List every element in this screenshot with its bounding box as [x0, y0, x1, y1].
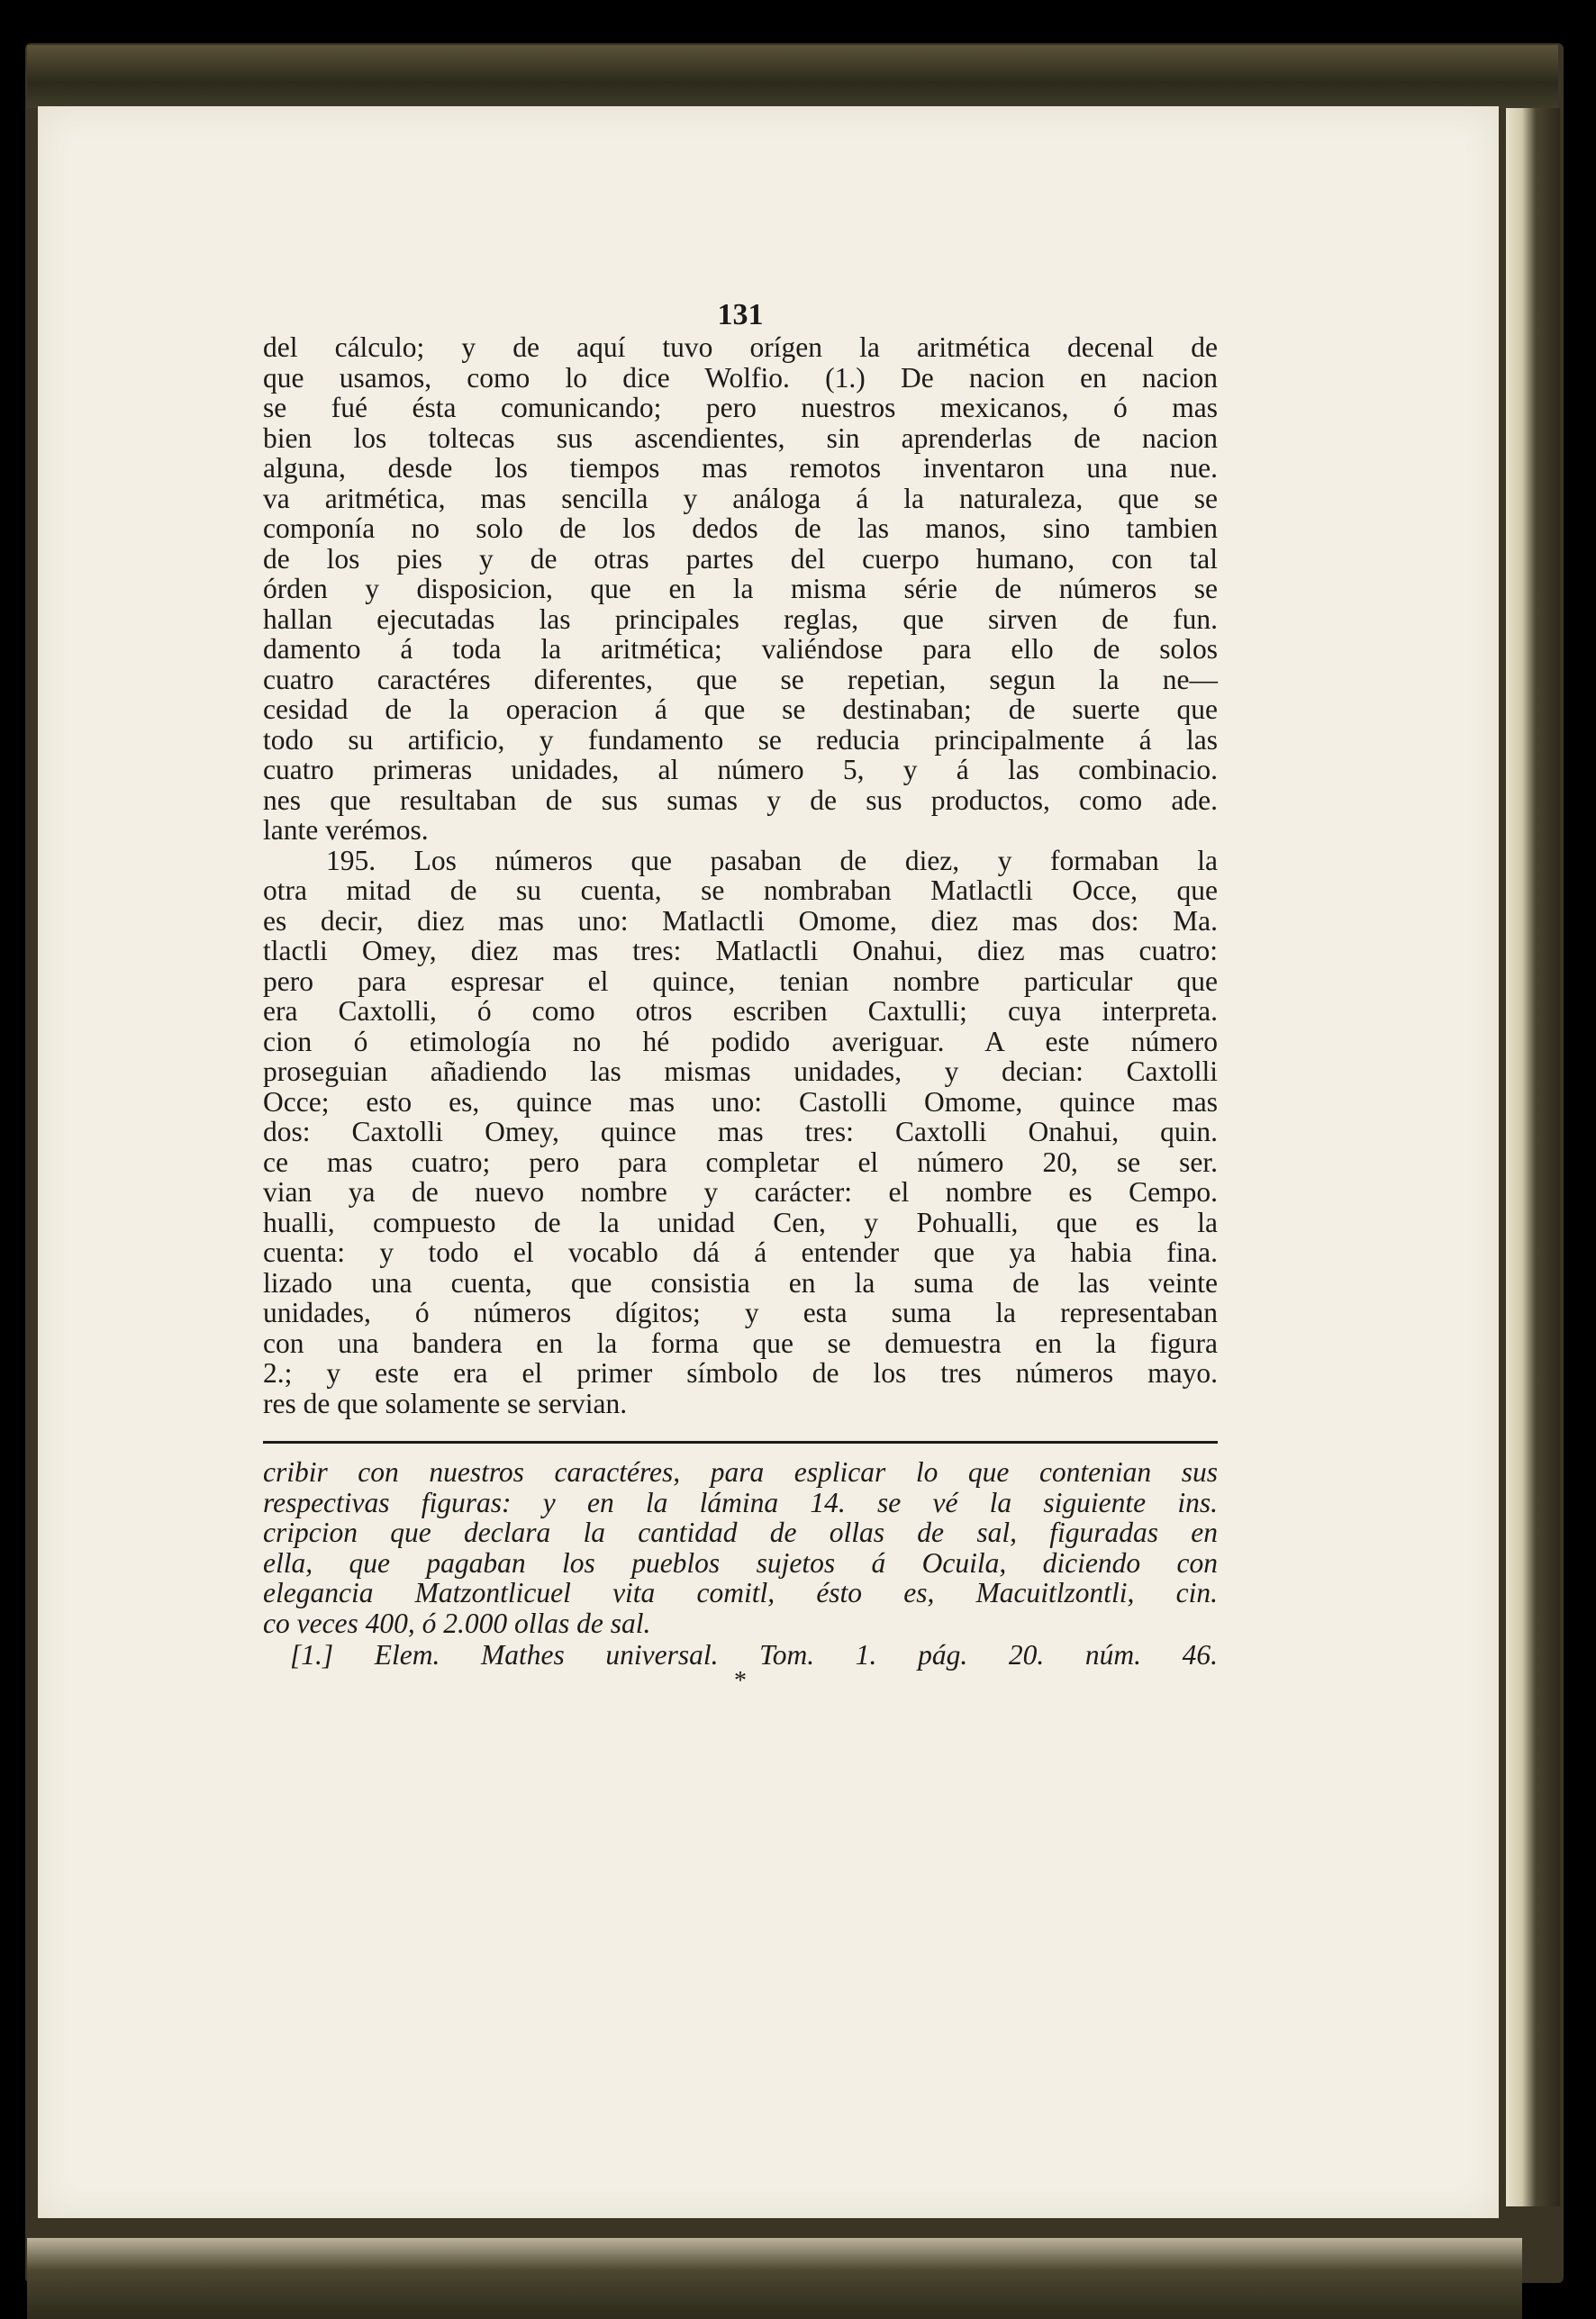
book-bottom-edge — [27, 2238, 1522, 2319]
text-line: unidades, ó números dígitos; y esta suma la representaban — [263, 1297, 1218, 1328]
text-line: 195. Los números que pasaban de diez, y formaban la — [326, 844, 1218, 876]
text-line: damento á toda la aritmética; valiéndose para ello de solos — [263, 633, 1218, 665]
text-line: de los pies y de otras partes del cuerpo humano, con tal — [263, 542, 1218, 575]
text-line: todo su artificio, y fundamento se reducia principalmente á las — [263, 723, 1218, 756]
text-line: nes que resultaban de sus sumas y de sus productos, como ade. — [263, 784, 1218, 816]
text-line: ce mas cuatro; pero para completar el número 20, se ser. — [263, 1146, 1218, 1178]
footnote-line: cribir con nuestros caractéres, para esplicar lo que contenian sus — [263, 1456, 1218, 1488]
text-line: hualli, compuesto de la unidad Cen, y Pohualli, que es la — [263, 1206, 1218, 1238]
paragraph-2 — [263, 846, 1218, 1419]
footnote-divider — [263, 1441, 1218, 1444]
text-line: dos: Caxtolli Omey, quince mas tres: Caxtolli Onahui, quin. — [263, 1116, 1218, 1147]
text-line: lizado una cuenta, que consistia en la suma de las veinte — [263, 1266, 1218, 1299]
text-line: del cálculo; y de aquí tuvo orígen la aritmética decenal de — [263, 331, 1218, 363]
footnote-line: co veces 400, ó 2.000 ollas de sal. — [263, 1607, 651, 1639]
text-line: cuatro caractéres diferentes, que se repetian, segun la ne— — [263, 663, 1218, 695]
footnote-line: ella, que pagaban los pueblos sujetos á Ocuila, diciendo con — [263, 1546, 1218, 1579]
text-line: era Caxtolli, ó como otros escriben Caxtulli; cuya interpreta. — [263, 995, 1218, 1027]
text-line: cuenta: y todo el vocablo dá á entender que ya habia fina. — [263, 1236, 1218, 1268]
text-line: que usamos, como lo dice Wolfio. (1.) De nacion en nacion — [263, 361, 1218, 394]
text-line: cion ó etimología no hé podido averiguar. A este número — [263, 1025, 1218, 1057]
paragraph-1 — [263, 332, 1218, 846]
text-line: cuatro primeras unidades, al número 5, y á las combinacio. — [263, 754, 1218, 785]
text-line: alguna, desde los tiempos mas remotos inventaron una nue. — [263, 452, 1218, 484]
footnote — [263, 1457, 1218, 1638]
page-number: 131 — [717, 298, 764, 331]
signature-mark: * — [734, 1666, 747, 1695]
footnote-line: cripcion que declara la cantidad de ollas de sal, figuradas en — [263, 1517, 1218, 1548]
text-line: componía no solo de los dedos de las manos, sino tambien — [263, 512, 1218, 544]
footnote-line: elegancia Matzontlicuel vita comitl, ésto es, Macuitlzontli, cin. — [263, 1577, 1218, 1608]
book-right-edge — [1506, 108, 1560, 2206]
text-line: va aritmética, mas sencilla y análoga á la naturaleza, que se — [263, 482, 1218, 514]
text-line: pero para espresar el quince, tenian nombre particular que — [263, 965, 1218, 997]
text-line: Occe; esto es, quince mas uno: Castolli Omome, quince mas — [263, 1085, 1218, 1118]
text-line: hallan ejecutadas las principales reglas, que sirven de fun. — [263, 602, 1218, 635]
text-line: es decir, diez mas uno: Matlactli Omome, diez mas dos: Ma. — [263, 904, 1218, 937]
page-content — [263, 298, 1218, 1695]
text-line: 2.; y este era el primer símbolo de los tres números mayo. — [263, 1357, 1218, 1389]
book-top-edge — [27, 45, 1558, 108]
text-line: otra mitad de su cuenta, se nombraban Matlactli Occe, que — [263, 874, 1218, 906]
text-line: bien los toltecas sus ascendientes, sin aprenderlas de nacion — [263, 421, 1218, 454]
text-line: cesidad de la operacion á que se destinaban; de suerte que — [263, 693, 1218, 725]
text-line: vian ya de nuevo nombre y carácter: el nombre es Cempo. — [263, 1176, 1218, 1208]
text-line: proseguian añadiendo las mismas unidades, y decian: Caxtolli — [263, 1055, 1218, 1087]
text-line: res de que solamente se servian. — [263, 1387, 628, 1419]
footnote-line: respectivas figuras: y en la lámina 14. se vé la siguiente ins. — [263, 1486, 1218, 1518]
footnote-reference: [1.] Elem. Mathes universal. Tom. 1. pág. 20. núm. 46. — [290, 1639, 1218, 1671]
text-line: se fué ésta comunicando; pero nuestros mexicanos, ó mas — [263, 392, 1218, 423]
book-page — [38, 106, 1499, 2218]
text-line: lante verémos. — [263, 814, 429, 846]
text-line: tlactli Omey, diez mas tres: Matlactli Onahui, diez mas cuatro: — [263, 935, 1218, 966]
text-line: con una bandera en la forma que se demuestra en la figura — [263, 1327, 1218, 1359]
text-line: órden y disposicion, que en la misma série de números se — [263, 573, 1218, 604]
